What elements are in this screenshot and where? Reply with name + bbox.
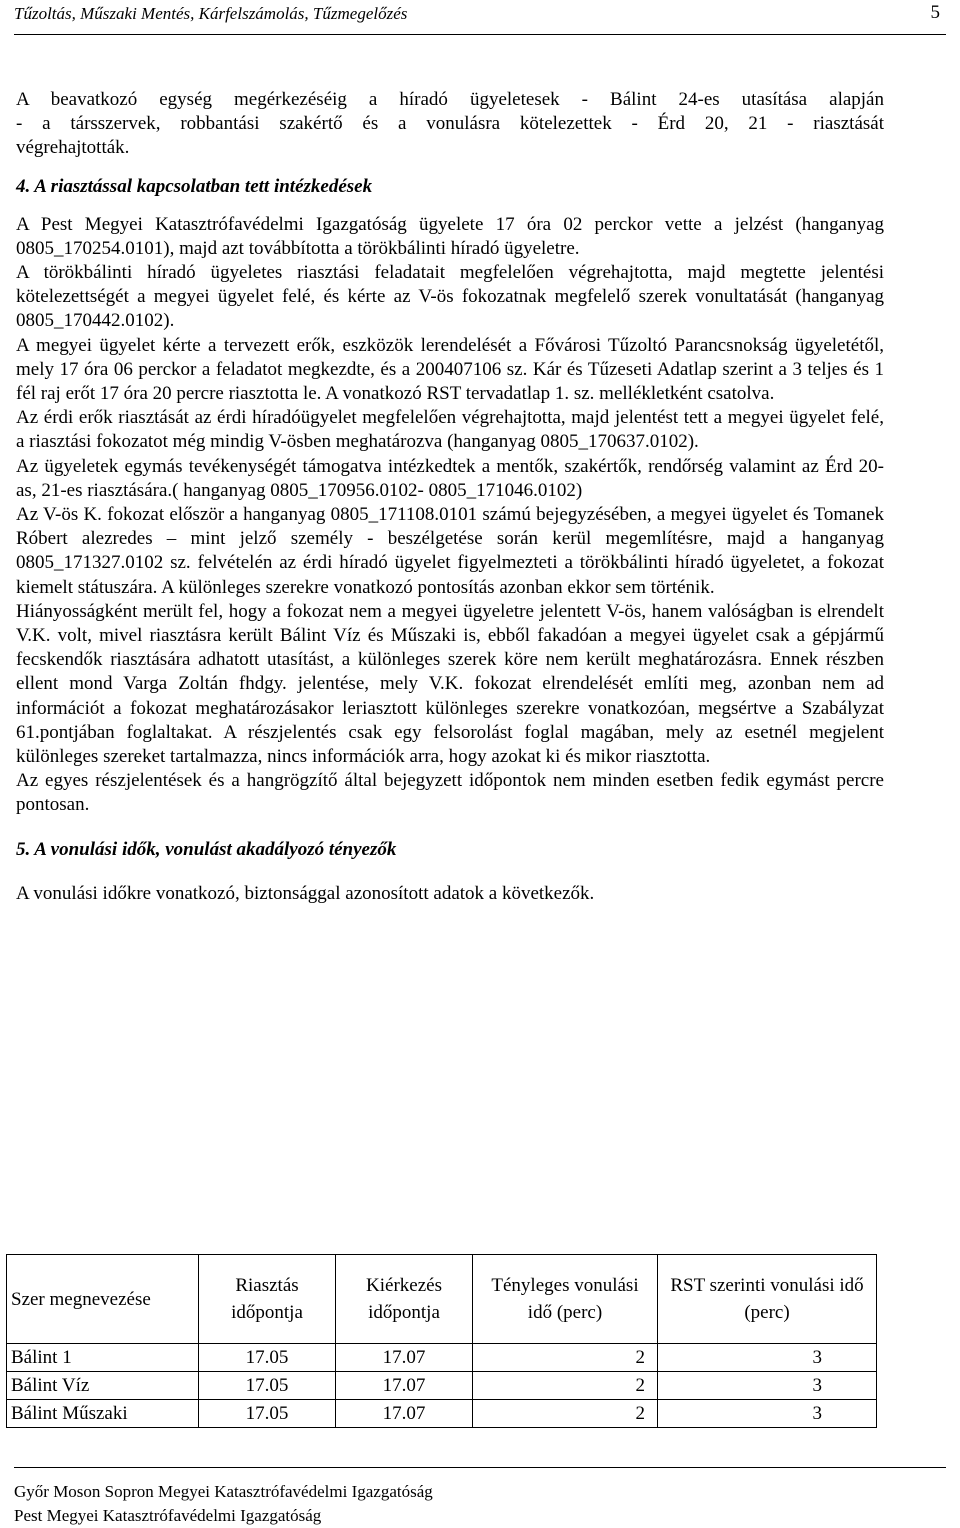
table-row — [7, 1372, 877, 1400]
paragraph: A Pest Megyei Katasztrófavédelmi Igazgatóság ügyelete 17 óra 02 perckor vette a jelzést (hanganyag 0805_170254.0101), majd azt továbbította a törökbálinti híradó ügyeletre. — [16, 213, 884, 259]
paragraph: Az V-ös K. fokozat először a hanganyag 0805_171108.0101 számú bejegyzésében, a megyei ügyelet és Tomanek Róbert alezredes – mint jelző személy - beszélgetése során kerül megemlítésre, majd a hanganyag 0805_171327.0102 sz. felvételén az érdi híradó ügyelet figyelmezteti a törökbálinti híradó ügyeletet, a fokozat kiemelt státuszára. A különleges szerekre vonatkozó pontosítás azonban ekkor sem történik. — [16, 504, 884, 598]
table-cell: 17.05 — [199, 1344, 336, 1372]
page-header — [14, 0, 946, 35]
section-5-intro: A vonulási időkre vonatkozó, biztonsággal azonosított adatok a következők. — [16, 882, 595, 904]
table-row — [7, 1344, 877, 1372]
header-title: Tűzoltás, Műszaki Mentés, Kárfelszámolás, Tűzmegelőzés — [14, 4, 408, 23]
section-4-heading: 4. A riasztással kapcsolatban tett intézkedések — [16, 175, 373, 197]
table-cell: 3 — [658, 1400, 877, 1428]
table-header-cell: Tényleges vonulási idő (perc) — [473, 1255, 658, 1344]
footer-line: Pest Megyei Katasztrófavédelmi Igazgatóság — [14, 1506, 322, 1525]
paragraph: Az érdi erők riasztását az érdi híradóügyelet megfelelően végrehajtotta, majd jelentést tett a megyei ügyelet felé, a riasztási fokozatot még mindig V-ösben meghatározva (hanganyag 0805_170637.0102). — [16, 407, 884, 453]
table-cell: 3 — [658, 1344, 877, 1372]
table-cell: 17.07 — [336, 1400, 473, 1428]
table-row — [7, 1400, 877, 1428]
paragraph: A törökbálinti híradó ügyeletes riasztási feladatait megfelelően végrehajtotta, majd megtette jelentési kötelezettségét a megyei ügyelet felé, és kérte az V-ös fokozatnak megfelelő szerek vonultatását (hanganyag 0805_170442.0102). — [16, 262, 884, 332]
vonulasi-ido-table — [6, 1254, 877, 1428]
table-cell: 2 — [473, 1400, 658, 1428]
table-header-cell: Kiérkezés időpontja — [336, 1255, 473, 1344]
section-5-heading: 5. A vonulási idők, vonulást akadályozó tényezők — [16, 838, 397, 860]
table-header-cell: Szer megnevezése — [7, 1255, 199, 1344]
paragraph: Az ügyeletek egymás tevékenységét támogatva intézkedtek a mentők, szakértők, rendőrség valamint az Érd 20-as, 21-es riasztására.( hanganyag 0805_170956.0102- 0805_171046.0102) — [16, 455, 884, 501]
paragraph: Hiányosságként merült fel, hogy a fokozat nem a megyei ügyeletre jelentett V-ös, hanem valóságban is elrendelt V.K. volt, mivel riasztásra került Bálint Víz és Műszaki is, ebből fakadóan a megyei ügyelet csak a gépjármű fecskendők riasztására adhatott utasítást, a különleges szerek köre nem került meghatározásra. Ennek részben ellent mond Varga Zoltán fhdgy. jelentése, mely V.K. fokozat elrendelését említi meg, azonban nem ad információt a fokozat meghatározásakor leriasztott különleges szerekre vonatkozóan, megsértve a Szabályzat 61.pontjában foglaltakat. A részjelentés csak egy felsorolást foglal magában, mely az esetnél megjelent különleges szereket tartalmazza, nincs információk arra, hogy azokat ki és mikor riasztotta. — [16, 600, 884, 768]
paragraph: Az egyes részjelentések és a hangrögzítő által bejegyzett időpontok nem minden esetben fedik egymást percre pontosan. — [16, 770, 884, 816]
table-header-cell: RST szerinti vonulási idő (perc) — [658, 1255, 877, 1344]
table-cell: Bálint Víz — [7, 1372, 199, 1400]
table-header-cell: Riasztás időpontja — [199, 1255, 336, 1344]
intro-line: A beavatkozó egység megérkezéséig a híradó ügyeletesek - Bálint 24-es utasítása alapján — [16, 89, 884, 110]
table-cell: 2 — [473, 1372, 658, 1400]
intro-line: - a társszervek, robbantási szakértő és a vonulásra kötelezettek - Érd 20, 21 - riasztását — [16, 113, 884, 135]
footer-line: Győr Moson Sopron Megyei Katasztrófavédelmi Igazgatóság — [14, 1482, 433, 1501]
paragraph: A megyei ügyelet kérte a tervezett erők, eszközök lerendelését a Fővárosi Tűzoltó Parancsnokság ügyeletétől, mely 17 óra 06 perckor a feladatot megkezdte, és a 200407106 sz. Kár és Tűzeseti Adatlap szerint a 3 teljes és 1 fél raj erőt 17 óra 20 percre riasztotta le. A vonatkozó RST tervadatlap 1. sz. mellékletként csatolva. — [16, 334, 884, 405]
page-number: 5 — [930, 2, 940, 23]
table-cell: 3 — [658, 1372, 877, 1400]
intro-line: végrehajtották. — [16, 137, 130, 159]
table-cell: 17.05 — [199, 1400, 336, 1428]
table-cell: 17.07 — [336, 1372, 473, 1400]
table-cell: Bálint 1 — [7, 1344, 199, 1372]
table-cell: 17.05 — [199, 1372, 336, 1400]
table-cell: Bálint Műszaki — [7, 1400, 199, 1428]
intro-paragraph — [16, 88, 884, 161]
document-body — [16, 88, 884, 906]
table-header-row — [7, 1255, 877, 1344]
table-cell: 2 — [473, 1344, 658, 1372]
page-footer — [14, 1467, 946, 1528]
table-cell: 17.07 — [336, 1344, 473, 1372]
